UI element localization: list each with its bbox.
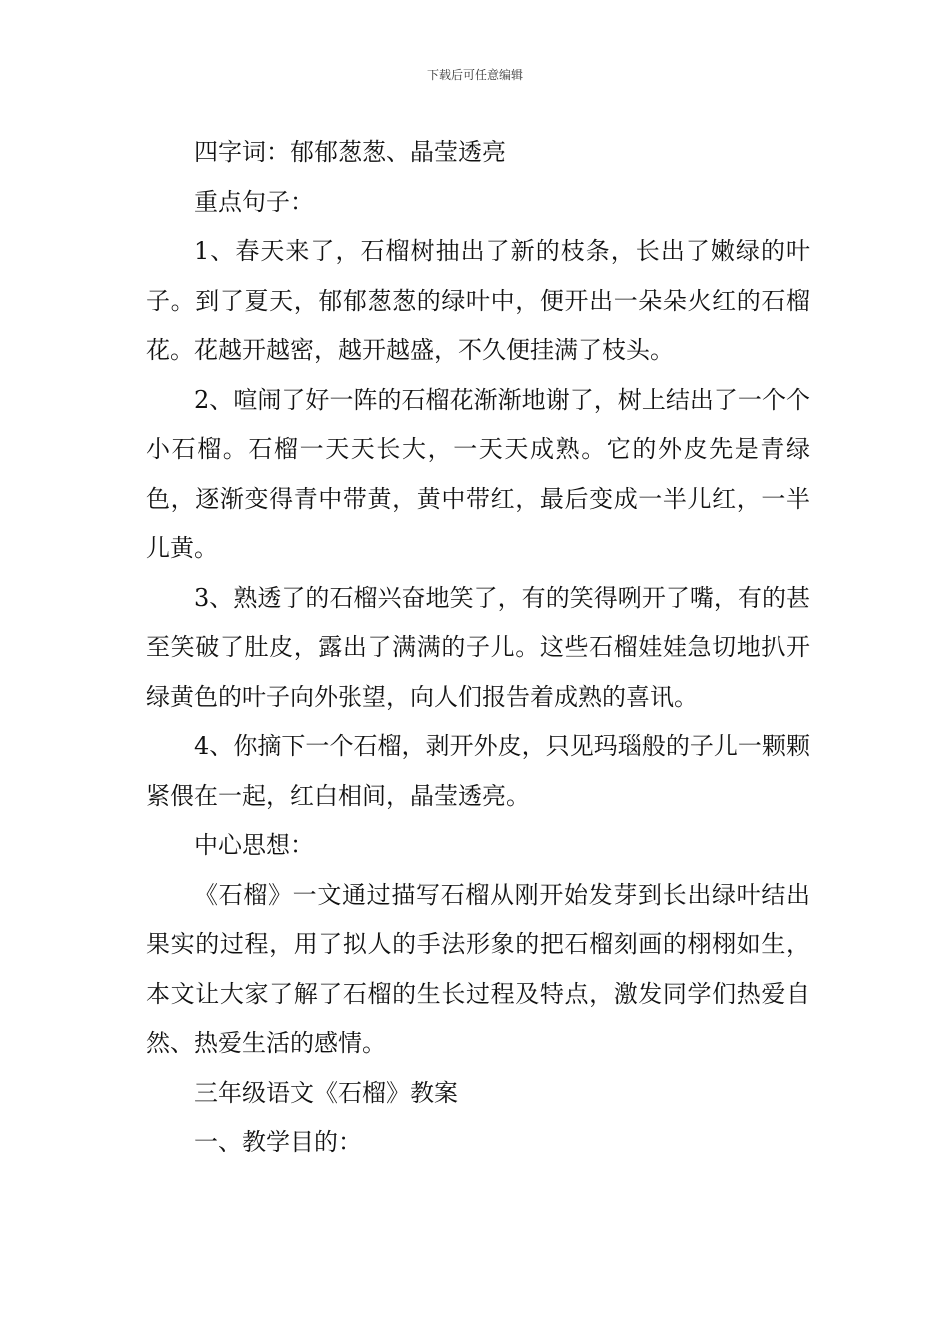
document-body [146,128,810,1168]
paragraph-key-sentences-heading: 重点句子： [194,187,314,216]
page-header: 下载后可任意编辑 [426,68,523,82]
paragraph-sentence-2: 2、喧闹了好一阵的石榴花渐渐地谢了，树上结出了一个个小石榴。石榴一天天长大，一天天成熟。它的外皮先是青绿色，逐渐变得青中带黄，黄中带红，最后变成一半儿红，一半儿黄。 [146,385,810,562]
paragraph-teaching-goals-heading: 一、教学目的： [194,1128,362,1156]
paragraph-sentence-1: 1、春天来了，石榴树抽出了新的枝条，长出了嫩绿的叶子。到了夏天，郁郁葱葱的绿叶中，便开出一朵朵火红的石榴花。花越开越密，越开越盛，不久便挂满了枝头。 [146,237,810,364]
paragraph-four-char-words: 四字词：郁郁葱葱、晶莹透亮 [194,138,506,166]
paragraph-main-idea-heading: 中心思想： [194,831,314,859]
paragraph-sentence-4: 4、你摘下一个石榴，剥开外皮，只见玛瑙般的子儿一颗颗紧偎在一起，红白相间，晶莹透亮。 [146,732,810,810]
paragraph-sentence-3: 3、熟透了的石榴兴奋地笑了，有的笑得咧开了嘴，有的甚至笑破了肚皮，露出了满满的子儿。这些石榴娃娃急切地扒开绿黄色的叶子向外张望，向人们报告着成熟的喜讯。 [146,583,810,711]
paragraph-lesson-plan-title: 三年级语文《石榴》教案 [194,1078,458,1107]
paragraph-main-idea: 《石榴》一文通过描写石榴从刚开始发芽到长出绿叶结出果实的过程，用了拟人的手法形象的把石榴刻画的栩栩如生，本文让大家了解了石榴的生长过程及特点，激发同学们热爱自然、热爱生活的感情。 [146,880,810,1057]
